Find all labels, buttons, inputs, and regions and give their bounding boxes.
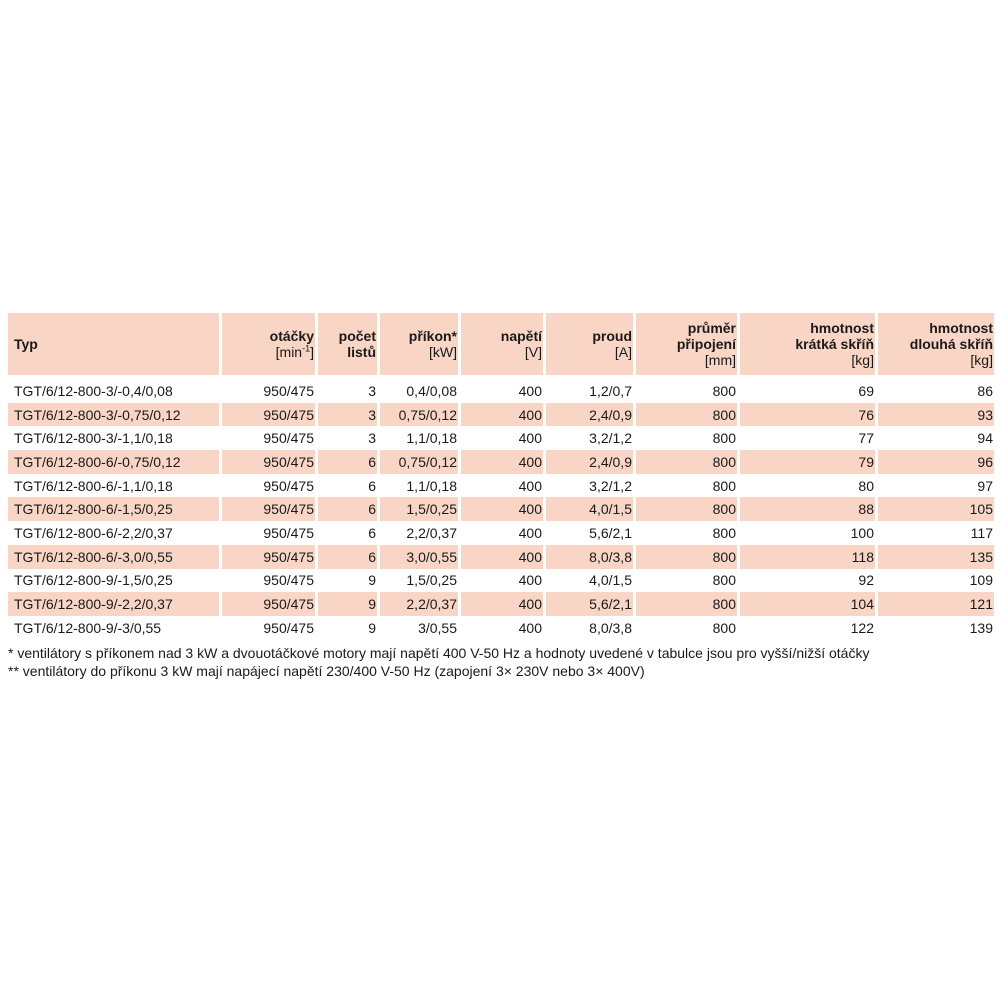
cell-proud: 2,4/0,9 (546, 450, 636, 474)
cell-hmotnost-kratka: 118 (740, 545, 878, 569)
footnote-supply: ** ventilátory do příkonu 3 kW mají napájecí napětí 230/400 V-50 Hz (zapojení 3× 230V nebo 3× 400V) (8, 662, 645, 679)
table-row (8, 545, 994, 569)
table-row (8, 474, 994, 498)
header-unit: [A] (614, 344, 632, 360)
cell-hmotnost-dlouha: 96 (878, 450, 994, 474)
cell-prikon: 1,1/0,18 (380, 426, 461, 450)
cell-prikon: 3/0,55 (380, 616, 461, 640)
cell-proud: 3,2/1,2 (546, 474, 636, 498)
cell-proud: 5,6/2,1 (546, 592, 636, 616)
cell-napeti: 400 (461, 379, 546, 403)
cell-hmotnost-kratka: 100 (740, 521, 878, 545)
cell-typ: TGT/6/12-800-3/-1,1/0,18 (8, 426, 222, 450)
cell-hmotnost-dlouha: 94 (977, 430, 993, 447)
cell-hmotnost-dlouha: 97 (977, 477, 993, 494)
cell-napeti: 400 (461, 592, 546, 616)
cell-pocet-listu: 6 (318, 450, 380, 474)
footnote-voltage: * ventilátory s příkonem nad 3 kW a dvouotáčkové motory mají napětí 400 V-50 Hz a hodnoty uvedené v tabulce jsou pro vyšší/nižší otáčky (8, 644, 870, 661)
cell-hmotnost-dlouha: 105 (878, 497, 994, 521)
cell-hmotnost-kratka: 79 (740, 450, 878, 474)
cell-typ: TGT/6/12-800-6/-1,5/0,25 (8, 497, 222, 521)
table-row (8, 616, 994, 640)
cell-otacky: 950/475 (222, 545, 318, 569)
header-unit: [V] (524, 344, 542, 360)
cell-proud: 5,6/2,1 (546, 521, 636, 545)
header-napeti (461, 313, 546, 375)
cell-napeti: 400 (461, 616, 546, 640)
cell-prumer: 800 (636, 569, 740, 593)
unit-end: ] (310, 344, 314, 360)
cell-hmotnost-kratka: 77 (740, 426, 878, 450)
cell-otacky: 950/475 (222, 616, 318, 640)
cell-hmotnost-dlouha: 139 (969, 619, 993, 636)
table-row (8, 569, 994, 593)
cell-pocet-listu: 3 (318, 379, 380, 403)
cell-hmotnost-dlouha: 121 (878, 592, 994, 616)
table-row (8, 521, 994, 545)
header-title: hmotnost dlouhá skříň (909, 320, 993, 352)
cell-napeti: 400 (461, 521, 546, 545)
table-row (8, 379, 994, 403)
cell-pocet-listu: 9 (318, 569, 380, 593)
cell-hmotnost-dlouha: 109 (969, 572, 993, 589)
cell-typ: TGT/6/12-800-3/-0,4/0,08 (8, 379, 222, 403)
unit-base: [min (275, 344, 303, 360)
header-unit (222, 344, 314, 360)
cell-pocet-listu: 6 (318, 497, 380, 521)
header-proud (546, 313, 636, 375)
cell-prumer: 800 (636, 379, 740, 403)
header-title: hmotnost krátká skříň (795, 320, 874, 352)
cell-proud: 3,2/1,2 (546, 426, 636, 450)
cell-proud: 8,0/3,8 (546, 616, 636, 640)
cell-otacky: 950/475 (222, 403, 318, 427)
cell-prikon: 1,5/0,25 (380, 497, 461, 521)
cell-prikon: 0,4/0,08 (380, 379, 461, 403)
header-unit: [mm] (704, 352, 736, 368)
cell-proud: 4,0/1,5 (546, 569, 636, 593)
cell-otacky: 950/475 (222, 450, 318, 474)
cell-prikon: 1,5/0,25 (380, 569, 461, 593)
header-unit: [kW] (429, 344, 457, 360)
cell-typ: TGT/6/12-800-3/-0,75/0,12 (8, 403, 222, 427)
table-row (8, 450, 994, 474)
cell-prikon: 1,1/0,18 (380, 474, 461, 498)
cell-napeti: 400 (461, 426, 546, 450)
cell-prumer: 800 (636, 403, 740, 427)
cell-hmotnost-kratka: 92 (740, 569, 878, 593)
cell-prikon: 2,2/0,37 (380, 592, 461, 616)
cell-hmotnost-dlouha: 117 (970, 524, 993, 541)
cell-hmotnost-kratka: 104 (740, 592, 878, 616)
cell-prumer: 800 (636, 521, 740, 545)
cell-hmotnost-kratka: 122 (740, 616, 878, 640)
header-title: Typ (14, 336, 38, 352)
table-row (8, 426, 994, 450)
header-title: příkon* (408, 328, 457, 344)
cell-hmotnost-kratka: 88 (740, 497, 878, 521)
header-otacky (222, 313, 318, 375)
cell-pocet-listu: 3 (318, 426, 380, 450)
cell-proud: 4,0/1,5 (546, 497, 636, 521)
header-pocet-listu (318, 313, 380, 375)
cell-typ: TGT/6/12-800-6/-0,75/0,12 (8, 450, 222, 474)
cell-otacky: 950/475 (222, 569, 318, 593)
cell-napeti: 400 (461, 450, 546, 474)
cell-typ: TGT/6/12-800-9/-2,2/0,37 (8, 592, 222, 616)
cell-typ: TGT/6/12-800-6/-3,0/0,55 (8, 545, 222, 569)
spec-sheet (8, 313, 994, 680)
cell-hmotnost-kratka: 76 (740, 403, 878, 427)
table-row (8, 497, 994, 521)
cell-otacky: 950/475 (222, 379, 318, 403)
cell-typ: TGT/6/12-800-9/-1,5/0,25 (8, 569, 222, 593)
cell-prumer: 800 (636, 592, 740, 616)
cell-otacky: 950/475 (222, 592, 318, 616)
cell-hmotnost-dlouha: 135 (878, 545, 994, 569)
table-header (8, 313, 994, 379)
cell-napeti: 400 (461, 403, 546, 427)
header-prikon (380, 313, 461, 375)
cell-napeti: 400 (461, 497, 546, 521)
unit-exponent: -1 (302, 343, 311, 354)
cell-typ: TGT/6/12-800-6/-2,2/0,37 (8, 521, 222, 545)
cell-prikon: 0,75/0,12 (380, 450, 461, 474)
cell-prikon: 0,75/0,12 (380, 403, 461, 427)
cell-pocet-listu: 9 (318, 616, 380, 640)
table-row (8, 592, 994, 616)
table-row (8, 403, 994, 427)
cell-proud: 8,0/3,8 (546, 545, 636, 569)
header-unit: [kg] (851, 352, 874, 368)
cell-otacky: 950/475 (222, 426, 318, 450)
cell-hmotnost-kratka: 69 (740, 379, 878, 403)
header-hmotnost-dlouha (878, 313, 994, 375)
header-unit: [kg] (970, 352, 993, 368)
cell-prumer: 800 (636, 616, 740, 640)
header-prumer-pripojeni (636, 313, 740, 375)
cell-prumer: 800 (636, 545, 740, 569)
header-title: počet listů (338, 328, 376, 360)
cell-otacky: 950/475 (222, 521, 318, 545)
table-body (8, 379, 994, 640)
cell-pocet-listu: 6 (318, 545, 380, 569)
cell-prumer: 800 (636, 426, 740, 450)
cell-pocet-listu: 3 (318, 403, 380, 427)
fan-spec-table (8, 313, 994, 640)
header-hmotnost-kratka (740, 313, 878, 375)
cell-proud: 1,2/0,7 (546, 379, 636, 403)
cell-pocet-listu: 6 (318, 474, 380, 498)
header-title: průměr připojení (676, 320, 736, 352)
header-title: proud (592, 328, 632, 344)
cell-hmotnost-kratka: 80 (740, 474, 878, 498)
cell-otacky: 950/475 (222, 497, 318, 521)
cell-napeti: 400 (461, 569, 546, 593)
cell-prumer: 800 (636, 474, 740, 498)
cell-typ: TGT/6/12-800-9/-3/0,55 (8, 616, 222, 640)
cell-pocet-listu: 6 (318, 521, 380, 545)
cell-typ: TGT/6/12-800-6/-1,1/0,18 (8, 474, 222, 498)
cell-napeti: 400 (461, 545, 546, 569)
header-typ (8, 313, 222, 375)
cell-prumer: 800 (636, 497, 740, 521)
cell-proud: 2,4/0,9 (546, 403, 636, 427)
cell-prikon: 3,0/0,55 (380, 545, 461, 569)
cell-napeti: 400 (461, 474, 546, 498)
header-title: otáčky (269, 328, 314, 344)
cell-prumer: 800 (636, 450, 740, 474)
cell-pocet-listu: 9 (318, 592, 380, 616)
cell-hmotnost-dlouha: 86 (977, 382, 993, 399)
cell-prikon: 2,2/0,37 (380, 521, 461, 545)
cell-hmotnost-dlouha: 93 (878, 403, 994, 427)
cell-otacky: 950/475 (222, 474, 318, 498)
footnotes (8, 644, 994, 680)
header-title: napětí (500, 328, 542, 344)
